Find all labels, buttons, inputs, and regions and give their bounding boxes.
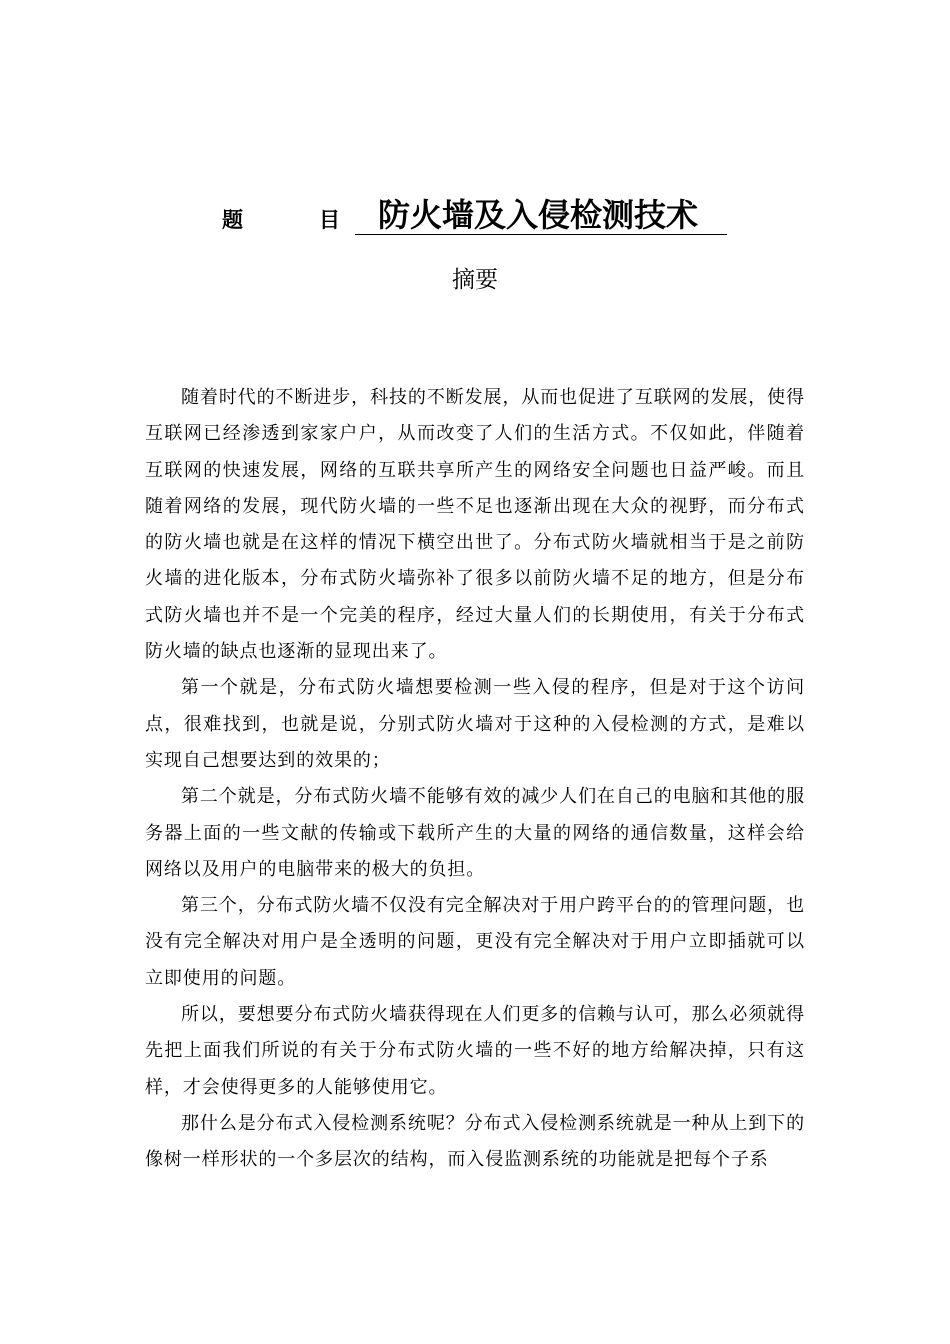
title-label-mu: 目: [319, 208, 340, 232]
title-label-ti: 题: [222, 208, 243, 232]
paragraph: 所以，要想要分布式防火墙获得现在人们更多的信赖与认可，那么必须就得先把上面我们所说的有关于分布式防火墙的一些不好的地方给解决掉，只有这样，才会使得更多的人能够使用它。: [145, 1004, 805, 1098]
title-row: [0, 196, 950, 240]
abstract-body: [145, 380, 805, 1179]
abstract-heading: 摘要: [452, 267, 498, 293]
document-title: 防火墙及入侵检测技术: [355, 196, 727, 235]
paragraph: 随着时代的不断进步，科技的不断发展，从而也促进了互联网的发展，使得互联网已经渗透到家家户户，从而改变了人们的生活方式。不仅如此，伴随着互联网的快速发展，网络的互联共享所产生的网络安全问题也日益严峻。而且随着网络的发展，现代防火墙的一些不足也逐渐出现在大众的视野，而分布式的防火墙也就是在这样的情况下横空出世了。分布式防火墙就相当于是之前防火墙的进化版本，分布式防火墙弥补了很多以前防火墙不足的地方，但是分布式防火墙也并不是一个完美的程序，经过大量人们的长期使用，有关于分布式防火墙的缺点也逐渐的显现出来了。: [145, 387, 805, 663]
paragraph: 那什么是分布式入侵检测系统呢？分布式入侵检测系统就是一种从上到下的像树一样形状的一个多层次的结构，而入侵监测系统的功能就是把每个子系: [145, 1112, 805, 1171]
paragraph: 第二个就是，分布式防火墙不能够有效的减少人们在自己的电脑和其他的服务器上面的一些文献的传输或下载所产生的大量的网络的通信数量，这样会给网络以及用户的电脑带来的极大的负担。: [145, 786, 805, 880]
paragraph: 第三个，分布式防火墙不仅没有完全解决对于用户跨平台的的管理问题，也没有完全解决对用户是全透明的问题，更没有完全解决对于用户立即插就可以立即使用的问题。: [145, 895, 805, 989]
paragraph: 第一个就是，分布式防火墙想要检测一些入侵的程序，但是对于这个访问点，很难找到，也就是说，分别式防火墙对于这种的入侵检测的方式，是难以实现自己想要达到的效果的；: [145, 677, 805, 771]
